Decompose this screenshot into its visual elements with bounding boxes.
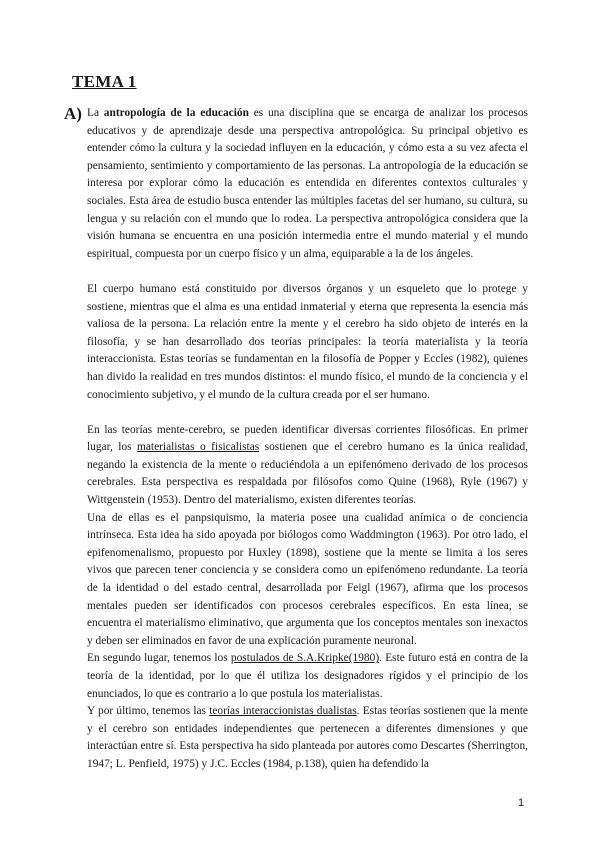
paragraph-mind-brain: [87, 422, 528, 510]
key-term-materialistas: materialistas o fisicalistas: [136, 441, 260, 454]
paragraph-body-soul: El cuerpo humano está constituido por diversos órganos y un esqueleto que lo protege y sostiene, mientras que el alma es una entidad inmaterial y eterna que representa la esencia más valiosa de la persona. La relación entre la mente y el cerebro ha sido objeto de interés en la filosofía, y se han desarrollado dos teorías principales: la teoría materialista y la teoría interaccionista. Estas teorías se fundamentan en la filosofía de Popper y Eccles (1982), quienes han divido la realidad en tres mundos distintos: el mundo físico, el mundo de la conciencia y el conocimiento subjetivo, y el mundo de la cultura creada por el ser humano.: [87, 282, 528, 401]
section-marker: A): [64, 104, 82, 123]
key-term-interaccionistas: teorías interaccionistas dualistas: [209, 705, 357, 718]
document-body: [87, 105, 528, 774]
paragraph-interaccionistas-text: . Estas teorías sostienen que la mente y el cerebro son entidades independientes que pertenecen a diferentes dimensiones y que interactúan entre sí. Esta perspectiva ha sido planteada por autores como Descartes (Sherrington, 1947; L. Penfield, 1975) y J.C. Eccles (1984, p.138), quien ha defendido la: [87, 705, 528, 770]
key-term-antropologia: antropología de la educación: [103, 107, 249, 119]
paragraph-kripke: [87, 650, 528, 703]
paragraph-kripke-text: . Este futuro está en contra de la teoría de la identidad, por lo que él utiliza los designadores rígidos y el principio de los enunciados, lo que es contrario a lo que postula los materialistas.: [87, 652, 528, 700]
page-number: 1: [518, 797, 525, 809]
page-title: TEMA 1: [72, 72, 137, 91]
paragraph-kripke-lead: En segundo lugar, tenemos los: [87, 652, 231, 665]
paragraph-interaccionistas-lead: Y por último, tenemos las: [87, 705, 210, 718]
paragraph-panpsiquismo: Una de ellas es el panpsiquismo, la materia posee una cualidad anímica o de conciencia intrínseca. Esta idea ha sido apoyada por biólogos como Waddmington (1963). Por otro lado, el epifenomenalismo, propuesto por Huxley (1898), sostiene que la mente se limita a los seres vivos que parecen tener conciencia y se considera como un epifenómeno redundante. La teoría de la identidad o del estado central, desarrollada por Feigl (1967), afirma que los procesos mentales pueden ser identificados con procesos cerebrales específicos. En esta línea, se encuentra el materialismo eliminativo, que argumenta que los conceptos mentales son inexactos y deben ser eliminados en favor de una explicación puramente neuronal.: [87, 511, 528, 647]
paragraph-mind-brain-text: sostienen que el cerebro humano es la única realidad, negando la existencia de la mente o reduciéndola a un epifenómeno derivado de los procesos cerebrales. Esta perspectiva es respaldada por filósofos como Quine (1968), Ryle (1967) y Wittgenstein (1953). Dentro del materialismo, existen diferentes teorías.: [87, 441, 528, 507]
paragraph-intro-text: es una disciplina que se encarga de analizar los procesos educativos y de aprendizaje desde una perspectiva antropológica. Su principal objetivo es entender cómo la cultura y la sociedad influyen en la educación, y cómo esta a su vez afecta el pensamiento, sentimiento y comportamiento de las personas. La antropología de la educación se interesa por explorar cómo la educación es entendida en diferentes contextos culturales y sociales. Esta área de estudio busca entender las múltiples facetas del ser humano, su cultura, su lengua y su relación con el mundo que lo rodea. La perspectiva antropológica considera que la visión humana se encuentra en una posición intermedia entre el mundo material y el mundo espiritual, compuesta por un cuerpo físico y un alma, equiparable a la de los ángeles.: [87, 107, 528, 260]
paragraph-interaccionistas: [87, 703, 528, 773]
paragraph-intro: [87, 105, 528, 263]
paragraph-intro-lead: La: [87, 107, 104, 119]
key-term-kripke: postulados de S.A.Kripke(1980): [230, 652, 380, 665]
paragraph-mind-brain-lead: En las teorías mente-cerebro, se pueden identificar diversas corrientes filosóficas. En primer lugar, los: [87, 423, 528, 454]
